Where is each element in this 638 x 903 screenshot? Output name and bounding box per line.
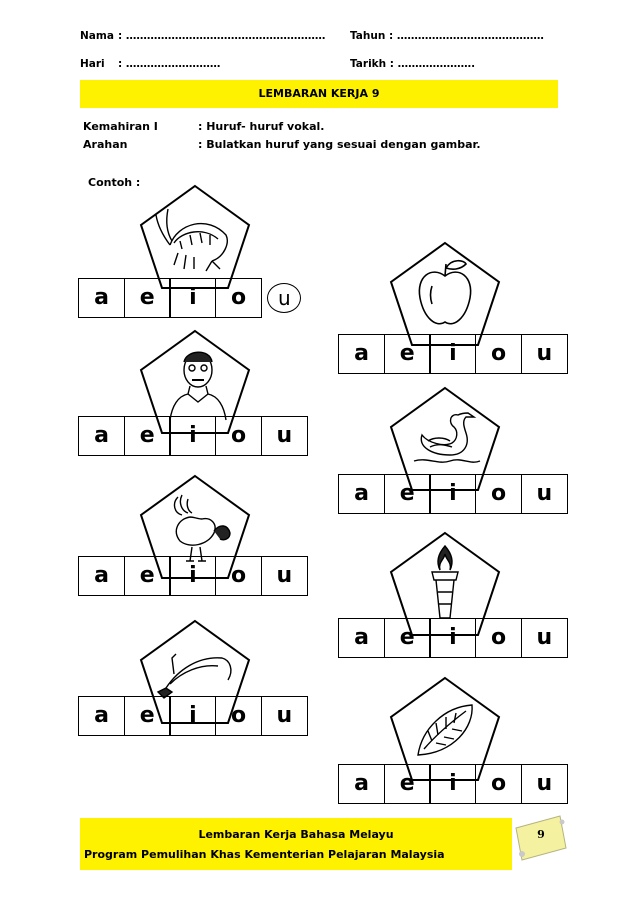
vowel-o[interactable]: o: [475, 618, 522, 658]
vowel-i[interactable]: i: [429, 474, 476, 514]
vowel-u[interactable]: u: [521, 474, 568, 514]
kemahiran-value: : Huruf- huruf vokal.: [198, 120, 325, 133]
vowel-a[interactable]: a: [338, 764, 385, 804]
vowel-e[interactable]: e: [124, 556, 171, 596]
nama-label: Nama: [80, 30, 114, 42]
vowel-e[interactable]: e: [384, 618, 431, 658]
vowel-i[interactable]: i: [429, 618, 476, 658]
vowel-u[interactable]: u: [261, 416, 308, 456]
hari-field[interactable]: : ………………………: [118, 58, 221, 70]
vowel-a[interactable]: a: [78, 556, 125, 596]
vowel-u[interactable]: u: [521, 764, 568, 804]
tarikh-field[interactable]: Tarikh : ………………….: [350, 58, 476, 70]
arahan-value: : Bulatkan huruf yang sesuai dengan gambar.: [198, 138, 481, 151]
vowel-i[interactable]: i: [169, 556, 216, 596]
vowel-i[interactable]: i: [169, 696, 216, 736]
vowel-e[interactable]: e: [124, 416, 171, 456]
vowel-u[interactable]: u: [261, 556, 308, 596]
worksheet-title: LEMBARAN KERJA 9: [80, 80, 558, 108]
footer-line-1: Lembaran Kerja Bahasa Melayu: [198, 828, 394, 841]
vowel-i[interactable]: i: [429, 764, 476, 804]
vowel-u[interactable]: u: [521, 334, 568, 374]
vowel-row-6: [338, 618, 567, 658]
udang-icon: [138, 183, 252, 291]
vowel-o[interactable]: o: [215, 556, 262, 596]
footer: [80, 818, 512, 870]
page-number: 9: [537, 828, 545, 841]
vowel-o[interactable]: o: [475, 474, 522, 514]
vowel-i[interactable]: i: [169, 416, 216, 456]
vowel-e[interactable]: e: [384, 764, 431, 804]
vowel-u[interactable]: u: [261, 696, 308, 736]
vowel-row-4: [338, 474, 567, 514]
vowel-row-2: [338, 334, 567, 374]
vowel-row-3: [78, 416, 307, 456]
vowel-row-7: [78, 696, 307, 736]
contoh-label: Contoh :: [88, 176, 141, 189]
hari-label: Hari: [80, 58, 105, 70]
vowel-i[interactable]: i: [169, 278, 216, 318]
vowel-o[interactable]: o: [475, 334, 522, 374]
vowel-a[interactable]: a: [338, 334, 385, 374]
vowel-o[interactable]: o: [215, 416, 262, 456]
vowel-a[interactable]: a: [78, 696, 125, 736]
vowel-u-circled[interactable]: [261, 278, 308, 318]
vowel-a[interactable]: a: [78, 278, 125, 318]
epal-icon: [388, 240, 502, 348]
vowel-e[interactable]: e: [384, 474, 431, 514]
vowel-i[interactable]: i: [429, 334, 476, 374]
vowel-a[interactable]: a: [338, 474, 385, 514]
vowel-row-8: [338, 764, 567, 804]
vowel-a[interactable]: a: [78, 416, 125, 456]
nama-field[interactable]: : …………………………………………………: [118, 30, 326, 42]
circled-answer: u: [267, 283, 301, 313]
arahan-label: Arahan: [83, 138, 128, 151]
kemahiran-label: Kemahiran I: [83, 120, 158, 133]
footer-line-2: Program Pemulihan Khas Kementerian Pelajaran Malaysia: [84, 848, 445, 861]
vowel-row-5: [78, 556, 307, 596]
vowel-o[interactable]: o: [215, 278, 262, 318]
vowel-o[interactable]: o: [475, 764, 522, 804]
vowel-a[interactable]: a: [338, 618, 385, 658]
vowel-e[interactable]: e: [124, 278, 171, 318]
tahun-field[interactable]: Tahun : ……………………………………: [350, 30, 544, 42]
vowel-e[interactable]: e: [384, 334, 431, 374]
vowel-o[interactable]: o: [215, 696, 262, 736]
vowel-u[interactable]: u: [521, 618, 568, 658]
vowel-e[interactable]: e: [124, 696, 171, 736]
vowel-row-1: [78, 278, 308, 318]
